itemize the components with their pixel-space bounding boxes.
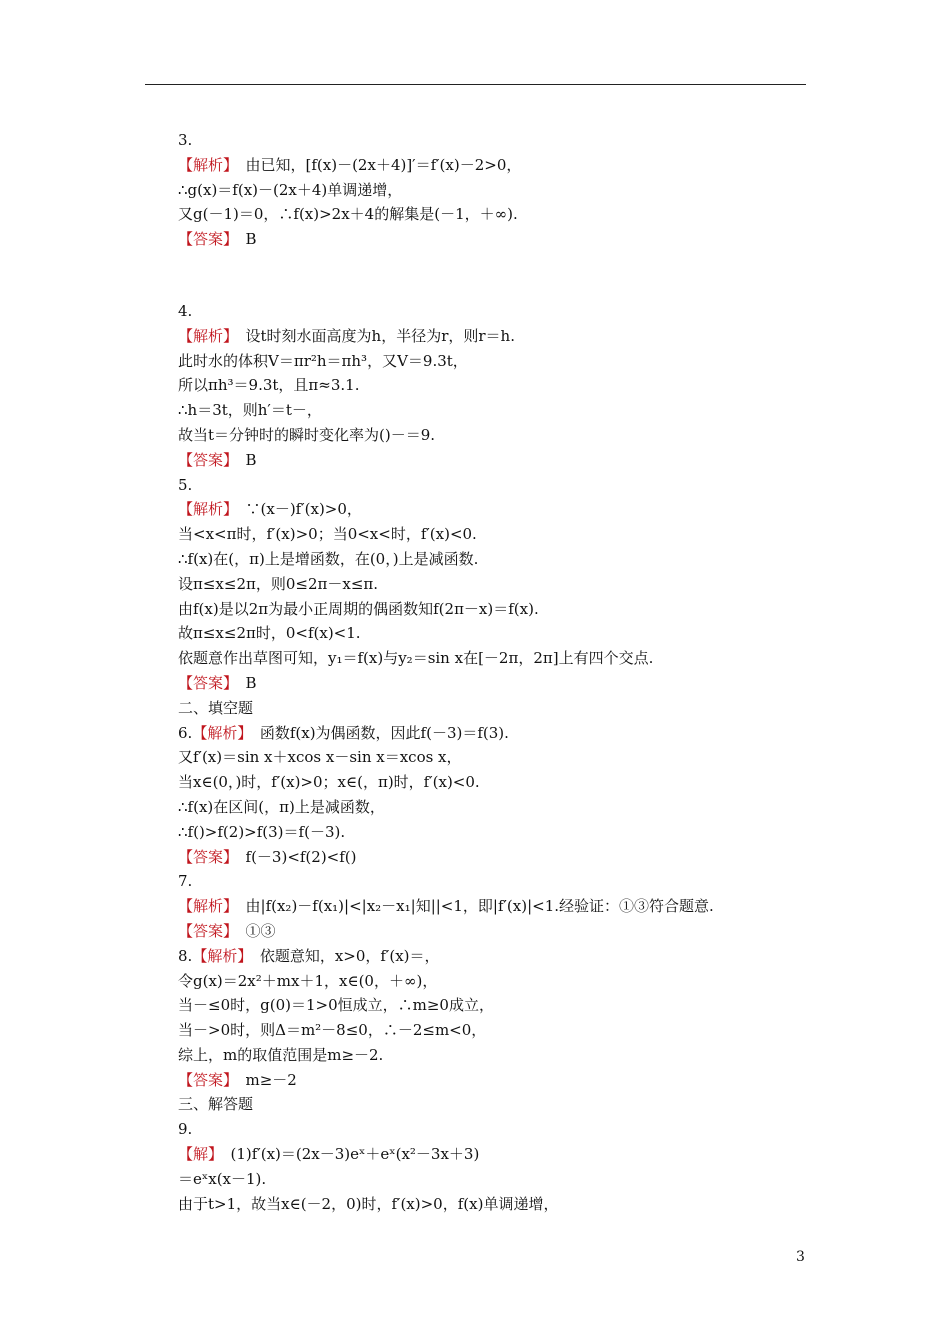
text-line: [178, 1018, 838, 1043]
text-line: [178, 373, 838, 398]
line-text: 所以πh³＝9.3t，且π≈3.1.: [178, 376, 360, 395]
text-line: [178, 1192, 838, 1217]
line-text: ①③: [230, 921, 276, 940]
answer-tag: 【答案】: [178, 1070, 231, 1089]
text-line: [178, 671, 838, 696]
line-text: m≥－2: [230, 1070, 297, 1089]
text-line: [178, 473, 838, 498]
text-line: [178, 572, 838, 597]
answer-tag: 【答案】: [178, 450, 231, 469]
line-text: 当－≤0时，g(0)＝1>0恒成立，∴m≥0成立，: [178, 996, 494, 1015]
line-text: ∴f(x)在(，π)上是增函数，在(0，)上是减函数.: [178, 549, 479, 568]
line-text: ∴f(x)在区间(，π)上是减函数，: [178, 797, 385, 816]
answer-tag: 【解】: [178, 1145, 216, 1164]
solution-content: [178, 128, 838, 1216]
text-line: [178, 1117, 838, 1142]
text-line: [178, 1167, 838, 1192]
text-line: [178, 894, 838, 919]
text-line: [178, 969, 838, 994]
line-text: 故当t＝分钟时的瞬时变化率为()－＝9.: [178, 425, 436, 444]
line-text: 函数f(x)为偶函数，因此f(－3)＝f(3).: [244, 723, 509, 742]
line-text: 当<x<π时，f′(x)>0；当0<x<时，f′(x)<0.: [178, 525, 477, 544]
page-number: 3: [796, 1249, 805, 1265]
text-line: [178, 721, 838, 746]
answer-tag: 【解析】: [178, 897, 231, 916]
text-line: [178, 202, 838, 227]
text-line: [178, 944, 838, 969]
line-text: 此时水的体积V＝πr²h＝πh³，又V＝9.3t，: [178, 351, 468, 370]
line-text: ∴f()>f(2)>f(3)＝f(－3).: [178, 822, 346, 841]
line-text: 令g(x)＝2x²＋mx＋1，x∈(0，＋∞)，: [178, 971, 438, 990]
line-text: 当－>0时，则Δ＝m²－8≤0，∴－2≤m<0，: [178, 1021, 487, 1040]
text-line: [178, 299, 838, 324]
line-text: 故π≤x≤2π时，0<f(x)<1.: [178, 624, 361, 643]
answer-tag: 【解析】: [178, 500, 231, 519]
text-line: [178, 227, 838, 252]
text-line: [178, 178, 838, 203]
text-line: [178, 795, 838, 820]
text-line: [178, 770, 838, 795]
answer-tag: 【答案】: [178, 847, 231, 866]
line-text: 6.: [178, 723, 193, 742]
line-text: 设t时刻水面高度为h，半径为r，则r＝h.: [230, 326, 515, 345]
text-line: [178, 153, 838, 178]
line-text: ∵(x－)f′(x)>0，: [230, 500, 362, 519]
text-line: [178, 696, 838, 721]
line-text: 综上，m的取值范围是m≥－2.: [178, 1045, 384, 1064]
line-text: 三、解答题: [178, 1095, 254, 1114]
text-line: [178, 1043, 838, 1068]
answer-tag: 【解析】: [192, 946, 245, 965]
text-line: [178, 423, 838, 448]
text-line: [178, 1068, 838, 1093]
line-text: 由于t>1，故当x∈(－2，0)时，f′(x)>0，f(x)单调递增，: [178, 1194, 559, 1213]
answer-tag: 【解析】: [178, 155, 231, 174]
line-text: 由|f(x₂)－f(x₁)|<|x₂－x₁|知||<1，即|f′(x)|<1.经验证：①③符合题意.: [230, 897, 714, 916]
line-text: B: [230, 673, 257, 692]
text-line: [178, 745, 838, 770]
line-text: 又g(－1)＝0，∴f(x)>2x＋4的解集是(－1，＋∞).: [178, 205, 518, 224]
text-line: [178, 522, 838, 547]
text-line: [178, 597, 838, 622]
text-line: [178, 869, 838, 894]
answer-tag: 【解析】: [178, 326, 231, 345]
text-line: [178, 919, 838, 944]
text-line: [178, 349, 838, 374]
line-text: 又f′(x)＝sin x＋xcos x－sin x＝xcos x，: [178, 748, 462, 767]
text-line: [178, 621, 838, 646]
line-text: ∴g(x)＝f(x)－(2x＋4)单调递增，: [178, 180, 403, 199]
text-line: [178, 448, 838, 473]
header-rule: [145, 84, 806, 85]
text-line: [178, 547, 838, 572]
line-text: f(－3)<f(2)<f(): [230, 847, 357, 866]
line-text: ＝eˣx(x－1).: [178, 1169, 267, 1188]
line-text: 设π≤x≤2π，则0≤2π－x≤π.: [178, 574, 379, 593]
answer-tag: 【答案】: [178, 673, 231, 692]
line-text: (1)f′(x)＝(2x－3)eˣ＋eˣ(x²－3x＋3): [215, 1145, 480, 1164]
section-gap: [178, 252, 838, 299]
answer-tag: 【答案】: [178, 230, 231, 249]
line-text: 3.: [178, 131, 193, 149]
text-line: [178, 324, 838, 349]
line-text: 7.: [178, 872, 193, 891]
line-text: ∴h＝3t，则h′＝t－，: [178, 401, 322, 420]
line-text: 由f(x)是以2π为最小正周期的偶函数知f(2π－x)＝f(x).: [178, 599, 539, 618]
line-text: 二、填空题: [178, 698, 254, 717]
answer-tag: 【解析】: [192, 723, 245, 742]
text-line: [178, 128, 838, 153]
line-text: 8.: [178, 946, 193, 965]
text-line: [178, 845, 838, 870]
text-line: [178, 993, 838, 1018]
text-line: [178, 820, 838, 845]
answer-tag: 【答案】: [178, 921, 231, 940]
line-text: 4.: [178, 301, 193, 320]
line-text: 由已知，[f(x)－(2x＋4)]′＝f′(x)－2>0，: [230, 155, 522, 174]
line-text: 依题意作出草图可知，y₁＝f(x)与y₂＝sin x在[－2π，2π]上有四个交点.: [178, 649, 654, 668]
line-text: B: [230, 450, 257, 469]
line-text: 9.: [178, 1120, 193, 1139]
line-text: B: [230, 230, 257, 249]
line-text: 5.: [178, 475, 193, 494]
line-text: 当x∈(0，)时，f′(x)>0；x∈(，π)时，f′(x)<0.: [178, 773, 480, 792]
text-line: [178, 1092, 838, 1117]
line-text: 依题意知，x>0，f′(x)＝，: [244, 946, 440, 965]
text-line: [178, 497, 838, 522]
text-line: [178, 398, 838, 423]
text-line: [178, 1142, 838, 1167]
text-line: [178, 646, 838, 671]
